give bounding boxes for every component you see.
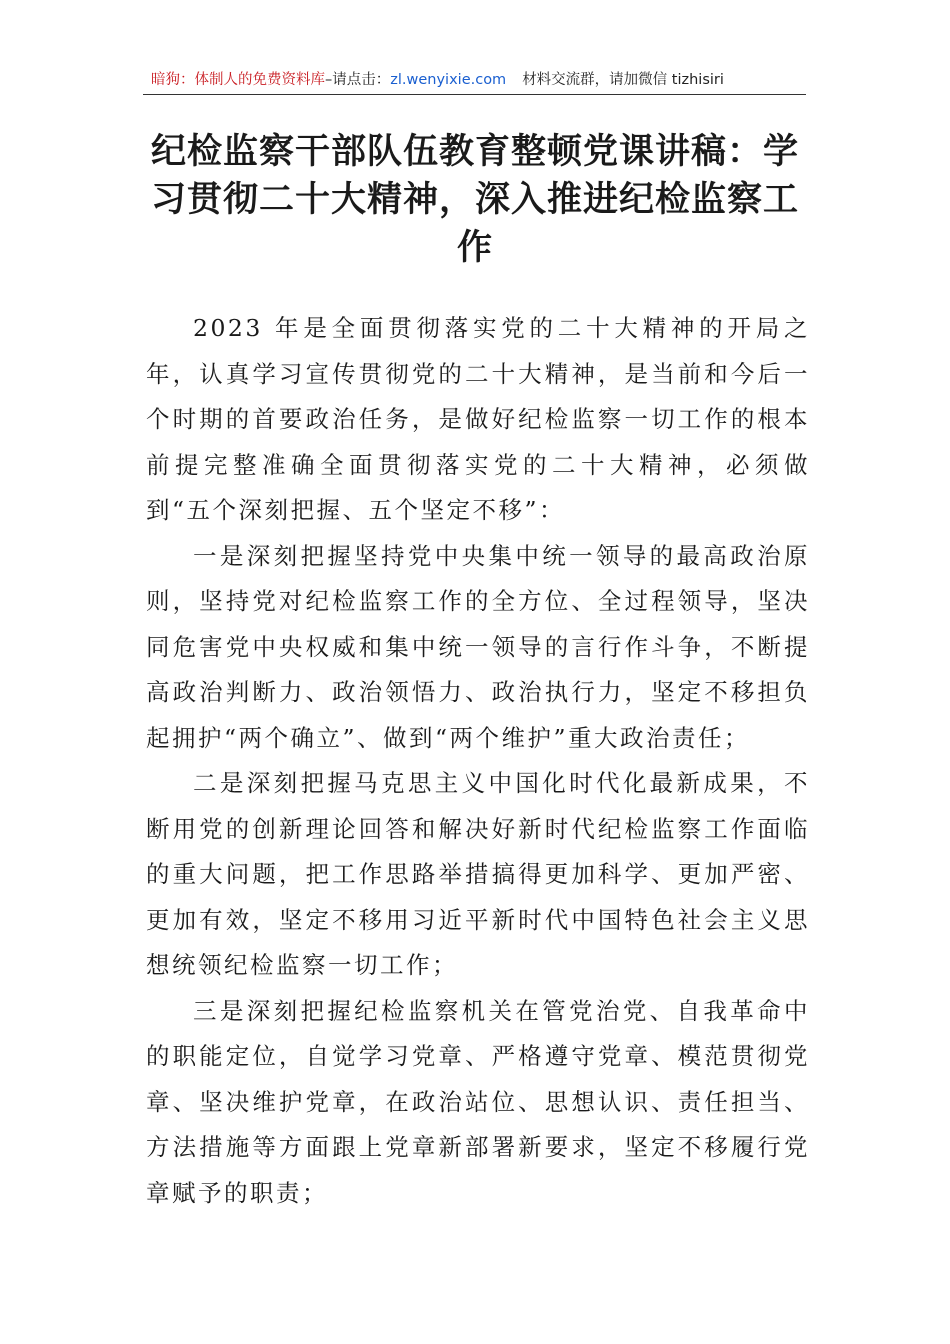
paragraph-point-three: 三是深刻把握纪检监察机关在管党治党、自我革命中的职能定位，自觉学习党章、严格遵守党章、模范贯彻党章、坚决维护党章，在政治站位、思想认识、责任担当、方法措施等方面跟上党章新部署新要求，坚定不移履行党章赋予的职责； (146, 996, 810, 1207)
page-header (143, 66, 806, 95)
paragraph-intro: 2023 年是全面贯彻落实党的二十大精神的开局之年，认真学习宣传贯彻党的二十大精神，是当前和今后一个时期的首要政治任务，是做好纪检监察一切工作的根本前提完整准确全面贯彻落实党的二十大精神，必须做到“五个深刻把握、五个坚定不移”： (146, 314, 810, 524)
paragraph-point-one: 一是深刻把握坚持党中央集中统一领导的最高政治原则，坚持党对纪检监察工作的全方位、全过程领导，坚决同危害党中央权威和集中统一领导的言行作斗争，不断提高政治判断力、政治领悟力、政治执行力，坚定不移担负起拥护“两个确立”、做到“两个维护”重大政治责任； (146, 541, 810, 752)
header-contact: 材料交流群，请加微信 tizhisiri (522, 72, 724, 88)
document-body (146, 306, 810, 1216)
header-link[interactable]: zl.wenyixie.com (390, 72, 507, 88)
header-separator: –请点击： (325, 72, 391, 88)
header-brand: 暗狗：体制人的免费资料库 (151, 72, 325, 88)
paragraph-point-two: 二是深刻把握马克思主义中国化时代化最新成果，不断用党的创新理论回答和解决好新时代纪检监察工作面临的重大问题，把工作思路举措搞得更加科学、更加严密、更加有效，坚定不移用习近平新时代中国特色社会主义思想统领纪检监察一切工作； (146, 769, 810, 979)
document-title: 纪检监察干部队伍教育整顿党课讲稿：学习贯彻二十大精神，深入推进纪检监察工作 (150, 132, 799, 268)
